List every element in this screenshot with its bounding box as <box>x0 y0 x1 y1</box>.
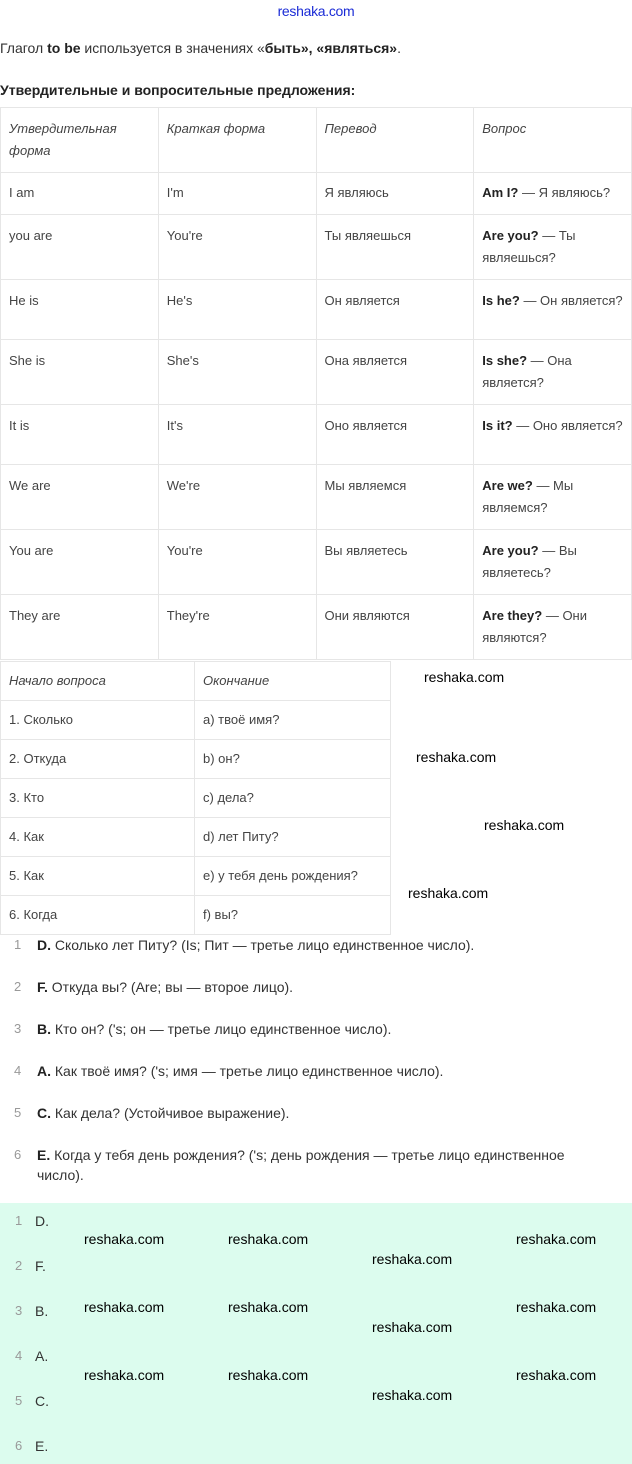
answer-letter: D. <box>37 937 51 953</box>
answer-number: 3 <box>15 1303 23 1318</box>
question-translation: — Я являюсь? <box>518 185 611 200</box>
question-translation: — Мы являемся? <box>482 478 574 515</box>
answer-explanation: Сколько лет Питу? (Is; Пит — третье лицо единственное число). <box>51 937 475 953</box>
watermark: reshaka.com <box>516 1299 597 1315</box>
table-cell: Они являются <box>316 595 474 660</box>
table-cell: Я являюсь <box>316 173 474 215</box>
table-cell: He is <box>1 280 159 340</box>
question-cell <box>474 595 632 660</box>
watermark: reshaka.com <box>424 669 505 685</box>
answer-number: 5 <box>14 1105 22 1120</box>
answer-number: 2 <box>14 979 22 994</box>
answer-letter: C. <box>35 1393 49 1409</box>
header-cell: Утвердительная форма <box>1 108 159 173</box>
answer-number: 2 <box>15 1258 23 1273</box>
watermark: reshaka.com <box>416 749 497 765</box>
question-translation: — Вы являетесь? <box>482 543 577 580</box>
table-cell: Она является <box>316 340 474 405</box>
table-cell: 3. Кто <box>1 779 195 818</box>
question-bold: Is she? <box>482 353 528 368</box>
answer-letter: F. <box>37 979 48 995</box>
question-bold: Is it? <box>482 418 513 433</box>
table-cell: I'm <box>158 173 316 215</box>
table-row <box>1 340 632 405</box>
table-cell: Вы являетесь <box>316 530 474 595</box>
table-cell: He's <box>158 280 316 340</box>
table-cell: c) дела? <box>195 779 391 818</box>
table-cell: d) лет Питу? <box>195 818 391 857</box>
table-cell: Мы являемся <box>316 465 474 530</box>
question-cell <box>474 173 632 215</box>
watermark: reshaka.com <box>372 1387 453 1403</box>
watermark: reshaka.com <box>84 1367 165 1383</box>
answer-number: 1 <box>14 937 22 952</box>
answer-explanation: Откуда вы? (Are; вы — второе лицо). <box>47 979 294 995</box>
table-cell: 4. Как <box>1 818 195 857</box>
answer-number: 4 <box>14 1063 22 1078</box>
table-cell: You are <box>1 530 159 595</box>
watermark: reshaka.com <box>84 1231 165 1247</box>
question-bold: Are you? <box>482 543 539 558</box>
table-row <box>1 215 632 280</box>
short-answers-box <box>0 1203 632 1464</box>
answer-letter: E. <box>37 1147 51 1163</box>
table-row <box>1 173 632 215</box>
answer-letter: D. <box>35 1213 49 1229</box>
answer-explanation: Кто он? ('s; он — третье лицо единственное число). <box>51 1021 392 1037</box>
answer-item <box>0 1061 632 1081</box>
table-cell: 5. Как <box>1 857 195 896</box>
watermark: reshaka.com <box>516 1231 597 1247</box>
table-cell: You're <box>158 530 316 595</box>
answer-letter: F. <box>35 1258 46 1274</box>
table-header-row <box>1 662 391 701</box>
question-cell <box>474 405 632 465</box>
table-header-row <box>1 108 632 173</box>
question-bold: Are we? <box>482 478 533 493</box>
table-cell: She's <box>158 340 316 405</box>
site-link[interactable]: reshaka.com <box>277 3 355 19</box>
table-cell: Ты являешься <box>316 215 474 280</box>
answers-list <box>0 927 632 1185</box>
question-cell <box>474 465 632 530</box>
table-cell: f) вы? <box>195 896 391 935</box>
section-heading: Утвердительные и вопросительные предложения: <box>0 82 356 98</box>
table-cell: I am <box>1 173 159 215</box>
watermark: reshaka.com <box>228 1231 309 1247</box>
question-cell <box>474 340 632 405</box>
watermark: reshaka.com <box>408 885 489 901</box>
answer-letter: B. <box>37 1021 51 1037</box>
answer-number: 1 <box>15 1213 23 1228</box>
table-row <box>1 740 391 779</box>
table-row <box>1 779 391 818</box>
question-bold: Am I? <box>482 185 519 200</box>
answer-letter: E. <box>35 1438 49 1454</box>
table-cell: you are <box>1 215 159 280</box>
table-row <box>1 465 632 530</box>
table-row <box>1 595 632 660</box>
watermark: reshaka.com <box>484 817 565 833</box>
answer-letter: C. <box>37 1105 51 1121</box>
table-cell: It is <box>1 405 159 465</box>
header-cell: Краткая форма <box>158 108 316 173</box>
table-cell: They are <box>1 595 159 660</box>
conjugation-table <box>0 107 632 660</box>
table-cell: We're <box>158 465 316 530</box>
answer-number: 6 <box>15 1438 23 1453</box>
table-cell: b) он? <box>195 740 391 779</box>
question-bold: Are you? <box>482 228 539 243</box>
question-translation: — Он является? <box>519 293 623 308</box>
watermark: reshaka.com <box>84 1299 165 1315</box>
table-cell: Оно является <box>316 405 474 465</box>
question-translation: — Ты являешься? <box>482 228 576 265</box>
table-cell: e) у тебя день рождения? <box>195 857 391 896</box>
question-bold: Is he? <box>482 293 520 308</box>
table-cell: It's <box>158 405 316 465</box>
table-row <box>1 530 632 595</box>
answer-item <box>0 1145 632 1185</box>
table-row <box>1 818 391 857</box>
table-row <box>1 405 632 465</box>
header-cell: Вопрос <box>474 108 632 173</box>
table-cell: Он является <box>316 280 474 340</box>
answer-item <box>0 1019 632 1039</box>
answer-item <box>0 935 632 955</box>
matching-table <box>0 661 391 935</box>
answer-letter: A. <box>37 1063 51 1079</box>
watermark: reshaka.com <box>516 1367 597 1383</box>
question-translation: — Оно является? <box>512 418 623 433</box>
answer-number: 6 <box>14 1147 22 1162</box>
table-row <box>1 701 391 740</box>
question-cell <box>474 215 632 280</box>
header-cell: Окончание <box>195 662 391 701</box>
watermark: reshaka.com <box>372 1319 453 1335</box>
answer-explanation: Как твоё имя? ('s; имя — третье лицо единственное число). <box>51 1063 444 1079</box>
table-row <box>1 280 632 340</box>
table-cell: We are <box>1 465 159 530</box>
table-row <box>1 857 391 896</box>
question-cell <box>474 280 632 340</box>
intro-text: Глагол to be используется в значениях «быть», «являться». <box>0 40 401 56</box>
answer-number: 5 <box>15 1393 23 1408</box>
answer-letter: B. <box>35 1303 49 1319</box>
answer-number: 4 <box>15 1348 23 1363</box>
matching-section <box>0 661 632 927</box>
table-cell: She is <box>1 340 159 405</box>
watermark: reshaka.com <box>228 1299 309 1315</box>
question-translation: — Она является? <box>482 353 572 390</box>
table-cell: 2. Откуда <box>1 740 195 779</box>
answer-item <box>0 977 632 997</box>
question-translation: — Они являются? <box>482 608 587 645</box>
answer-item <box>0 1103 632 1123</box>
table-cell: 6. Когда <box>1 896 195 935</box>
header-cell: Перевод <box>316 108 474 173</box>
answer-explanation: Когда у тебя день рождения? ('s; день рождения — третье лицо единственное число). <box>37 1147 565 1183</box>
table-row <box>1 896 391 935</box>
table-cell: 1. Сколько <box>1 701 195 740</box>
watermark: reshaka.com <box>228 1367 309 1383</box>
answer-explanation: Как дела? (Устойчивое выражение). <box>51 1105 290 1121</box>
table-cell: You're <box>158 215 316 280</box>
table-cell: a) твоё имя? <box>195 701 391 740</box>
watermark: reshaka.com <box>372 1251 453 1267</box>
header-cell: Начало вопроса <box>1 662 195 701</box>
answer-number: 3 <box>14 1021 22 1036</box>
answer-letter: A. <box>35 1348 49 1364</box>
table-cell: They're <box>158 595 316 660</box>
question-cell <box>474 530 632 595</box>
question-bold: Are they? <box>482 608 543 623</box>
